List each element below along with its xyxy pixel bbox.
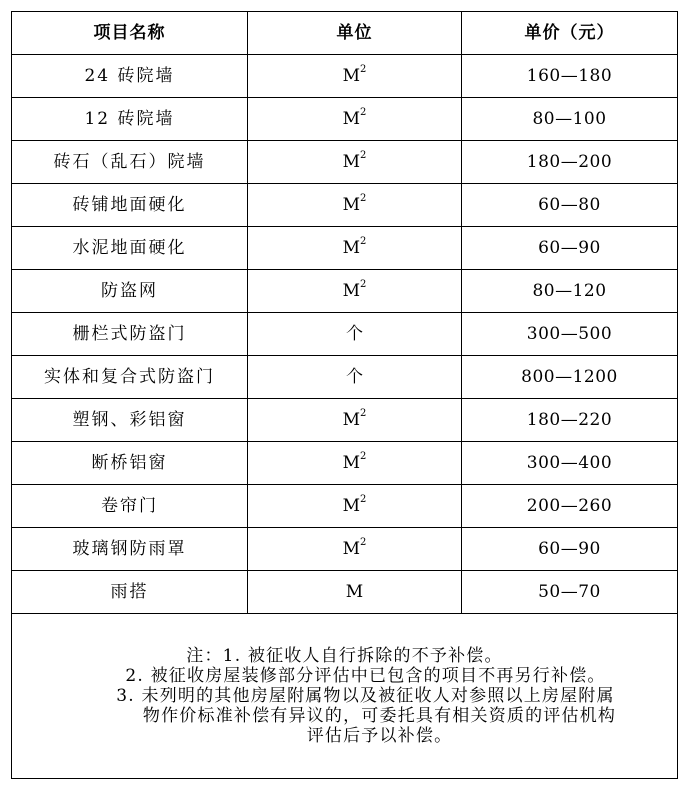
notes-cell	[12, 614, 678, 779]
item-name-cell: 12 砖院墙	[12, 98, 248, 141]
item-name-cell: 雨搭	[12, 571, 248, 614]
unit-price-cell: 800—1200	[462, 356, 678, 399]
unit-text: M	[342, 496, 361, 516]
note-2: 2. 被征收房屋装修部分评估中已包含的项目不再另行补偿。	[125, 666, 606, 686]
item-name-cell: 玻璃钢防雨罩	[12, 528, 248, 571]
unit-price-cell: 180—200	[462, 141, 678, 184]
table-row	[12, 313, 678, 356]
unit-price-cell: 80—120	[462, 270, 678, 313]
item-name-cell: 砖铺地面硬化	[12, 184, 248, 227]
item-name-cell: 24 砖院墙	[12, 55, 248, 98]
table-row	[12, 442, 678, 485]
unit-cell	[248, 485, 462, 528]
unit-text: 个	[346, 367, 363, 387]
unit-cell	[248, 313, 462, 356]
unit-price-cell: 50—70	[462, 571, 678, 614]
unit-superscript: 2	[360, 64, 367, 75]
note-3-end: 评估后予以补偿。	[306, 726, 453, 746]
unit-text: M	[342, 539, 361, 559]
unit-cell	[248, 184, 462, 227]
unit-superscript: 2	[360, 494, 367, 505]
unit-text: M	[342, 238, 361, 258]
notes-row	[12, 614, 678, 779]
table-row	[12, 571, 678, 614]
header-unit: 单位	[248, 12, 462, 55]
table-row	[12, 485, 678, 528]
item-name-cell: 水泥地面硬化	[12, 227, 248, 270]
unit-cell	[248, 442, 462, 485]
table-header-row	[12, 12, 678, 55]
unit-superscript: 2	[360, 236, 367, 247]
unit-text: M	[342, 281, 361, 301]
unit-superscript: 2	[360, 537, 367, 548]
unit-price-cell: 300—400	[462, 442, 678, 485]
unit-price-cell: 160—180	[462, 55, 678, 98]
unit-superscript: 2	[360, 193, 367, 204]
table-row	[12, 399, 678, 442]
table-row	[12, 356, 678, 399]
unit-cell	[248, 55, 462, 98]
unit-price-cell: 60—90	[462, 528, 678, 571]
unit-text: M	[342, 410, 361, 430]
item-name-cell: 断桥铝窗	[12, 442, 248, 485]
unit-price-cell: 80—100	[462, 98, 678, 141]
item-name-cell: 栅栏式防盗门	[12, 313, 248, 356]
item-name-cell: 实体和复合式防盗门	[12, 356, 248, 399]
table-row	[12, 227, 678, 270]
unit-cell	[248, 571, 462, 614]
table-row	[12, 184, 678, 227]
unit-cell	[248, 98, 462, 141]
unit-text: M	[342, 453, 361, 473]
table-row	[12, 528, 678, 571]
unit-cell	[248, 141, 462, 184]
unit-superscript: 2	[360, 408, 367, 419]
unit-cell	[248, 227, 462, 270]
table-row	[12, 141, 678, 184]
unit-cell	[248, 270, 462, 313]
unit-cell	[248, 528, 462, 571]
unit-price-cell: 300—500	[462, 313, 678, 356]
unit-superscript: 2	[360, 279, 367, 290]
note-3: 3. 未列明的其他房屋附属物以及被征收人对参照以上房屋附属	[116, 686, 615, 706]
unit-text: M	[342, 195, 361, 215]
unit-price-cell: 200—260	[462, 485, 678, 528]
note-3-continued: 物作价标准补偿有异议的，可委托具有相关资质的评估机构	[142, 706, 617, 726]
item-name-cell: 卷帘门	[12, 485, 248, 528]
header-item-name: 项目名称	[12, 12, 248, 55]
item-name-cell: 砖石（乱石）院墙	[12, 141, 248, 184]
unit-superscript: 2	[360, 107, 367, 118]
unit-price-cell: 180—220	[462, 399, 678, 442]
unit-text: M	[345, 582, 364, 602]
unit-superscript: 2	[360, 451, 367, 462]
item-name-cell: 防盗网	[12, 270, 248, 313]
unit-cell	[248, 356, 462, 399]
unit-price-cell: 60—80	[462, 184, 678, 227]
compensation-price-table	[11, 11, 678, 779]
item-name-cell: 塑钢、彩铝窗	[12, 399, 248, 442]
header-unit-price: 单价（元）	[462, 12, 678, 55]
table-row	[12, 55, 678, 98]
unit-cell	[248, 399, 462, 442]
table-body	[12, 55, 678, 614]
unit-text: 个	[346, 324, 363, 344]
unit-superscript: 2	[360, 150, 367, 161]
unit-text: M	[342, 66, 361, 86]
unit-text: M	[342, 109, 361, 129]
note-1: 注：1. 被征收人自行拆除的不予补偿。	[186, 646, 503, 666]
unit-price-cell: 60—90	[462, 227, 678, 270]
table-row	[12, 270, 678, 313]
table-row	[12, 98, 678, 141]
unit-text: M	[342, 152, 361, 172]
